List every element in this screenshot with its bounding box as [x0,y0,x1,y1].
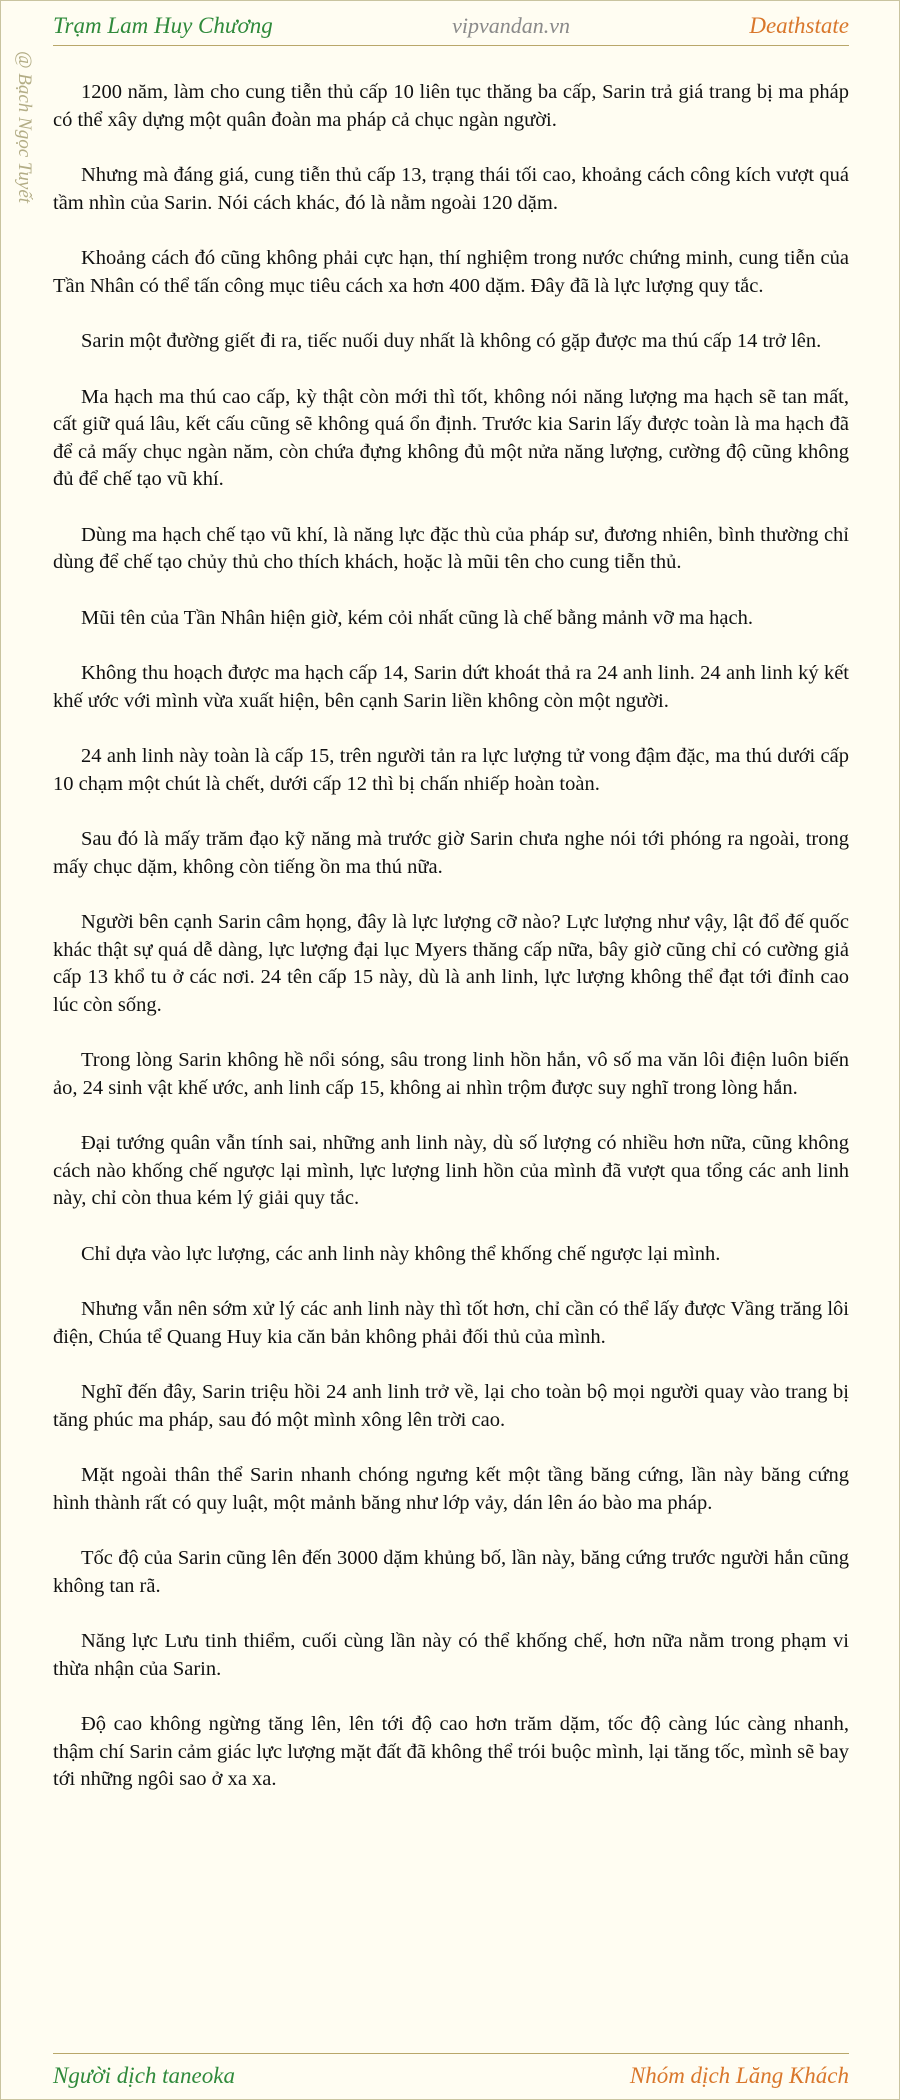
paragraph: Dùng ma hạch chế tạo vũ khí, là năng lực đặc thù của pháp sư, đương nhiên, bình thường chỉ dùng để chế tạo chủy thủ cho thích khách, hoặc là mũi tên cho cung tiễn thủ. [53,523,849,573]
header-book-title: Trạm Lam Huy Chương [53,13,273,38]
paragraph: Mặt ngoài thân thể Sarin nhanh chóng ngưng kết một tầng băng cứng, lần này băng cứng hình thành rất có quy luật, một mảnh băng như lớp vảy, dán lên áo bào ma pháp. [53,1464,849,1514]
header-author: Deathstate [749,13,849,38]
page-footer [53,2059,849,2093]
footer-translator: Người dịch taneoka [53,2063,235,2088]
paragraph: 1200 năm, làm cho cung tiễn thủ cấp 10 liên tục thăng ba cấp, Sarin trả giá trang bị ma pháp có thể xây dựng một quân đoàn ma pháp cả chục ngàn người. [53,81,849,131]
paragraph: Mũi tên của Tần Nhân hiện giờ, kém cỏi nhất cũng là chế bằng mảnh vỡ ma hạch. [81,606,753,629]
header-divider [53,45,849,46]
paragraph: Người bên cạnh Sarin câm họng, đây là lực lượng cỡ nào? Lực lượng như vậy, lật đổ đế quốc khác thật sự quá dễ dàng, lực lượng đại lục Myers thăng cấp nữa, bây giờ cũng chỉ có cường giả cấp 13 khổ tu ở các nơi. 24 tên cấp 15 này, dù là anh linh, lực lượng không thể đạt tới đỉnh cao lúc còn sống. [53,911,849,1016]
paragraph: Trong lòng Sarin không hề nổi sóng, sâu trong linh hồn hắn, vô số ma văn lôi điện luôn biến ảo, 24 sinh vật khế ước, anh linh cấp 15, không ai nhìn trộm được suy nghĩ trong lòng hắn. [53,1049,849,1099]
paragraph: Sau đó là mấy trăm đạo kỹ năng mà trước giờ Sarin chưa nghe nói tới phóng ra ngoài, trong mấy chục dặm, không còn tiếng ồn ma thú nữa. [53,828,849,878]
paragraph: Chỉ dựa vào lực lượng, các anh linh này không thể khống chế ngược lại mình. [81,1242,721,1265]
paragraph: Khoảng cách đó cũng không phải cực hạn, thí nghiệm trong nước chứng minh, cung tiễn của Tần Nhân có thể tấn công mục tiêu cách xa hơn 400 dặm. Đây đã là lực lượng quy tắc. [53,247,849,297]
paragraph: Tốc độ của Sarin cũng lên đến 3000 dặm khủng bố, lần này, băng cứng trước người hắn cũng không tan rã. [53,1547,849,1597]
page-header [53,9,849,43]
paragraph: Ma hạch ma thú cao cấp, kỳ thật còn mới thì tốt, không nói năng lượng ma hạch sẽ tan mất, cất giữ quá lâu, kết cấu cũng sẽ không quá ổn định. Trước kia Sarin lấy được toàn là ma hạch đã để cả mấy chục ngàn năm, còn chứa đựng không đủ một nửa năng lượng, cường độ cũng không đủ để chế tạo vũ khí. [53,385,849,490]
paragraph: Năng lực Lưu tinh thiểm, cuối cùng lần này có thể khống chế, hơn nữa nằm trong phạm vi thừa nhận của Sarin. [53,1630,849,1680]
paragraph: Sarin một đường giết đi ra, tiếc nuối duy nhất là không có gặp được ma thú cấp 14 trở lên. [81,330,822,352]
chapter-body [53,79,849,1822]
side-watermark: @ Bạch Ngọc Tuyết [14,51,35,204]
paragraph: 24 anh linh này toàn là cấp 15, trên người tản ra lực lượng tử vong đậm đặc, ma thú dưới cấp 10 chạm một chút là chết, dưới cấp 12 thì bị chấn nhiếp hoàn toàn. [53,745,849,795]
paragraph: Độ cao không ngừng tăng lên, lên tới độ cao hơn trăm dặm, tốc độ càng lúc càng nhanh, thậm chí Sarin cảm giác lực lượng mặt đất đã không thể trói buộc mình, lại tăng tốc, mình sẽ bay tới những ngôi sao ở xa xa. [53,1713,849,1790]
footer-divider [53,2053,849,2054]
paragraph: Nhưng vẫn nên sớm xử lý các anh linh này thì tốt hơn, chỉ cần có thể lấy được Vầng trăng lôi điện, Chúa tể Quang Huy kia căn bản không phải đối thủ của mình. [53,1298,849,1348]
paragraph: Nghĩ đến đây, Sarin triệu hồi 24 anh linh trở về, lại cho toàn bộ mọi người quay vào trang bị tăng phúc ma pháp, sau đó một mình xông lên trời cao. [53,1381,849,1431]
paragraph: Đại tướng quân vẫn tính sai, những anh linh này, dù số lượng có nhiều hơn nữa, cũng không cách nào khống chế ngược lại mình, lực lượng linh hồn của mình đã vượt qua tổng các anh linh này, chỉ còn thua kém lý giải quy tắc. [53,1132,849,1209]
footer-group: Nhóm dịch Lăng Khách [629,2063,849,2088]
header-site-name: vipvandan.vn [452,13,570,38]
paragraph: Không thu hoạch được ma hạch cấp 14, Sarin dứt khoát thả ra 24 anh linh. 24 anh linh ký kết khế ước với mình vừa xuất hiện, bên cạnh Sarin liền không còn một người. [53,662,849,712]
paragraph: Nhưng mà đáng giá, cung tiễn thủ cấp 13, trạng thái tối cao, khoảng cách công kích vượt quá tầm nhìn của Sarin. Nói cách khác, đó là nằm ngoài 120 dặm. [53,164,849,214]
